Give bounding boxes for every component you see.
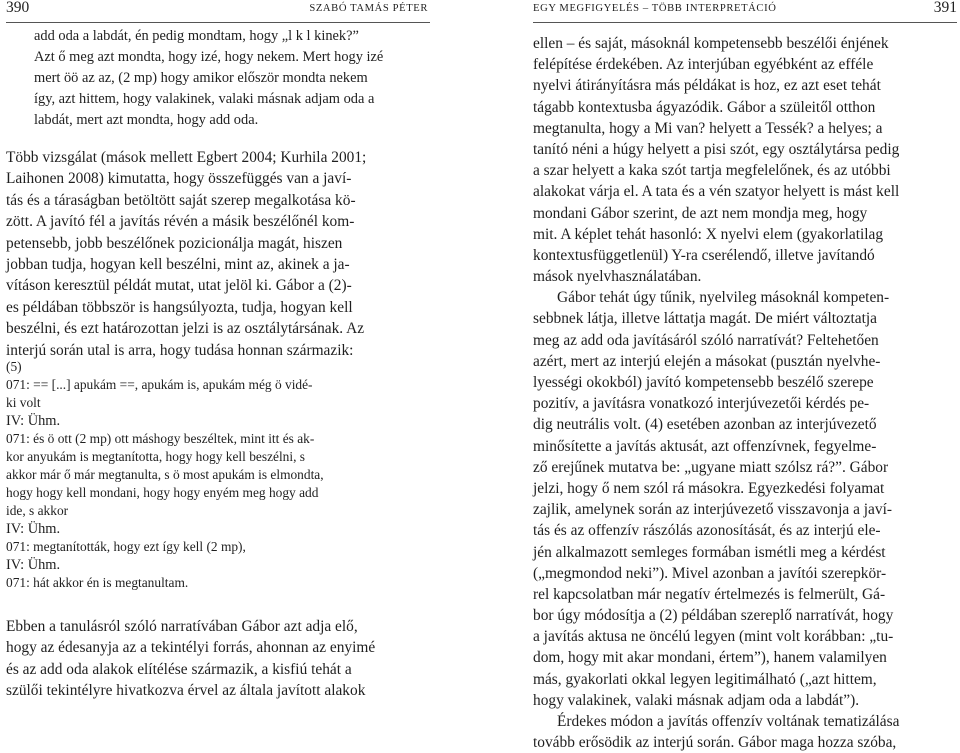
text-line: tás és a táraságban betöltött saját szerep megalkotása kö- [6, 191, 356, 209]
quote-line: Azt ő meg azt mondta, hogy izé, hogy nekem. Mert hogy izé [34, 49, 384, 65]
page-number: 390 [6, 0, 30, 16]
text-line: dig neutrális volt. (4) esetében azonban az interjúvezető [533, 416, 877, 434]
text-line: Több vizsgálat (mások mellett Egbert 2004; Kurhila 2001; [6, 149, 367, 166]
text-line: jobban tudja, hogyan kell beszélni, mint az, akinek a ja- [6, 255, 350, 273]
excerpt-line: 071: hát akkor én is megtanultam. [6, 575, 189, 590]
text-line: kontextusfüggetlenül) Y-ra cserélendő, illetve javítandó [533, 246, 875, 264]
running-head: EGY MEGFIGYELÉS – TÖBB INTERPRETÁCIÓ [533, 3, 777, 14]
page-header [533, 0, 957, 24]
text-line: minősítette a javítás aktusát, azt offenzívnek, fegyelme- [533, 437, 877, 455]
text-line: mondani Gábor szerint, de azt nem mondja meg, hogy [533, 204, 868, 222]
interview-excerpt [6, 358, 430, 592]
excerpt-line: kor anyukám is megtanította, hogy hogy kell beszélni, s [6, 449, 306, 464]
text-line: azért, mert az interjú elején a másokat (pusztán nyelvhe- [533, 352, 881, 370]
quote-line: add oda a labdát, én pedig mondtam, hogy „l k l kinek?” [34, 28, 359, 44]
text-line: Laihonen 2008) kimutatta, hogy összefüggés van a javí- [6, 170, 352, 188]
page-number: 391 [933, 0, 957, 16]
text-line: („megmondod neki”). Mivel azonban a javítói szerepkör- [533, 564, 887, 582]
text-line: jelzi, hogy ő nem szól rá másokra. Egyezkedési folyamat [533, 479, 885, 497]
text-line: a javítás aktusa ne öncélú legyen (mint volt korábban: „tu- [533, 628, 894, 646]
text-line: tás és az offenzív rászólás azonosítását, és az interjú ele- [533, 522, 881, 540]
quote-line: így, azt hittem, hogy valakinek, valaki másnak adjam oda a [34, 91, 375, 107]
text-line: hogy az édesanyja az a tekintélyi forrás, ahonnan az enyimé [6, 639, 376, 657]
text-line: mit. A képlet tehát hasonló: X nyelvi elem (gyakorlatilag [533, 225, 884, 243]
closing-paragraph [6, 616, 430, 702]
text-line: Gábor tehát úgy tűnik, nyelvileg másoknál kompeten- [557, 289, 890, 307]
text-line: Ebben a tanulásról szóló narratívában Gábor azt adja elő, [6, 618, 358, 635]
excerpt-line: IV: Ühm. [6, 557, 61, 573]
text-line: hogy valakinek, valaki másnak adjam oda a labdát”). [533, 691, 860, 709]
quote-line: labdát, mert azt mondta, hogy add oda. [34, 112, 259, 128]
text-line: tanító néni a húgy helyett a pisi szót, egy osztálytársa pedig [533, 140, 900, 158]
page-header [6, 0, 430, 24]
text-line: a szar helyett a kaka szót tartja megfelelőnek, és az utóbbi [533, 162, 891, 180]
text-line: jén alkalmazott semleges formában ismétli meg a kérdést [533, 543, 886, 561]
excerpt-line: 071: megtanították, hogy ezt így kell (2 mp), [6, 539, 246, 554]
text-line: mások nyelvhasználatában. [533, 268, 702, 286]
text-line: zött. A javító fél a javítás révén a másik beszélőnél kom- [6, 213, 355, 231]
excerpt-line: ki volt [6, 395, 41, 410]
running-head: SZABÓ TAMÁS PÉTER [309, 3, 428, 14]
body-text [533, 33, 957, 753]
text-line: szülői tekintélyre hivatkozva érvel az általa javított alakok [6, 682, 366, 700]
header-rule [533, 22, 957, 23]
text-line: tovább erősödik az interjú során. Gábor maga hozza szóba, [533, 734, 897, 752]
text-line: zajlik, amelynek során az interjúvezető visszavonja a javí- [533, 501, 892, 519]
text-line: vításon keresztül példát mutat, utat jelöl ki. Gábor a (2)- [6, 277, 352, 295]
body-paragraph [6, 147, 430, 361]
text-line: beszélni, és ezt határozottan jelzi is az osztálytársának. Az [6, 320, 365, 338]
text-line: dom, hogy mit akar mondani, értem”), hanem valamilyen [533, 649, 887, 667]
text-line: és az add oda alakok elítélése származik, a kisfiú tehát a [6, 660, 352, 678]
text-line: más, gyakorlati okkal legyen legitimálható („azt hittem, [533, 670, 877, 688]
text-line: megtanulta, hogy a Mi van? helyett a Tessék? a helyes; a [533, 119, 883, 137]
text-line: rel kapcsolatban már negatív értelmezés is felmerült, Gá- [533, 585, 886, 603]
text-line: Érdekes módon a javítás offenzív voltának tematizálása [557, 713, 900, 730]
excerpt-line: IV: Ühm. [6, 413, 61, 429]
text-line: interjú során utal is arra, hogy tudása honnan származik: [6, 341, 354, 359]
excerpt-line: hogy hogy kell mondani, hogy hogy enyém meg hogy add [6, 485, 319, 500]
excerpt-line: 071: == [...] apukám ==, apukám is, apukám még ö vidé- [6, 377, 313, 392]
text-line: felépítése érdekében. Az interjúban egyébként az efféle [533, 56, 874, 74]
excerpt-line: (5) [6, 359, 22, 374]
excerpt-line: akkor már ő már megtanulta, s ö most apukám is elmondta, [6, 467, 324, 482]
text-line: tágabb kontextusba ágyazódik. Gábor a szüleitől otthon [533, 98, 876, 116]
text-line: es példában többször is hangsúlyozta, tudja, hogyan kell [6, 298, 353, 316]
left-page [6, 0, 430, 706]
text-line: meg az add oda javításáról szóló narratívát? Feltehetően [533, 331, 879, 349]
text-line: lyességi okokból) javító kompetensebb beszélő szerepe [533, 374, 874, 391]
header-rule [6, 22, 430, 23]
text-line: pozitív, a javításra vonatkozó interjúvezetői kérdés pe- [533, 395, 870, 413]
text-line: nyelvi átirányításra más példákat is hoz, ez azt eset tehát [533, 77, 881, 95]
text-line: bor úgy módosítja a (2) példában szereplő narratívát, hogy [533, 607, 894, 625]
text-line: petensebb, jobb beszélőnek pozicionálja magát, hiszen [6, 234, 343, 252]
right-page [533, 0, 957, 752]
excerpt-line: 071: és ö ott (2 mp) ott máshogy beszéltek, mint itt és ak- [6, 431, 315, 446]
text-line: ellen – és saját, másoknál kompetensebb beszélői énjének [533, 35, 889, 52]
text-line: sebbnek látja, illetve láttatja magát. De miért változtatja [533, 310, 878, 328]
text-line: ző erejűnek mutatva be: „ugyane miatt szólsz rá?”. Gábor [533, 458, 889, 476]
quote-block [6, 26, 430, 131]
text-line: alakokat várja el. A tata és a vén szatyor helyett is mást kell [533, 183, 900, 201]
excerpt-line: ide, s akkor [6, 503, 69, 518]
quote-line: mert öö az az, (2 mp) hogy amikor először mondta nekem [34, 70, 368, 86]
excerpt-line: IV: Ühm. [6, 521, 61, 537]
